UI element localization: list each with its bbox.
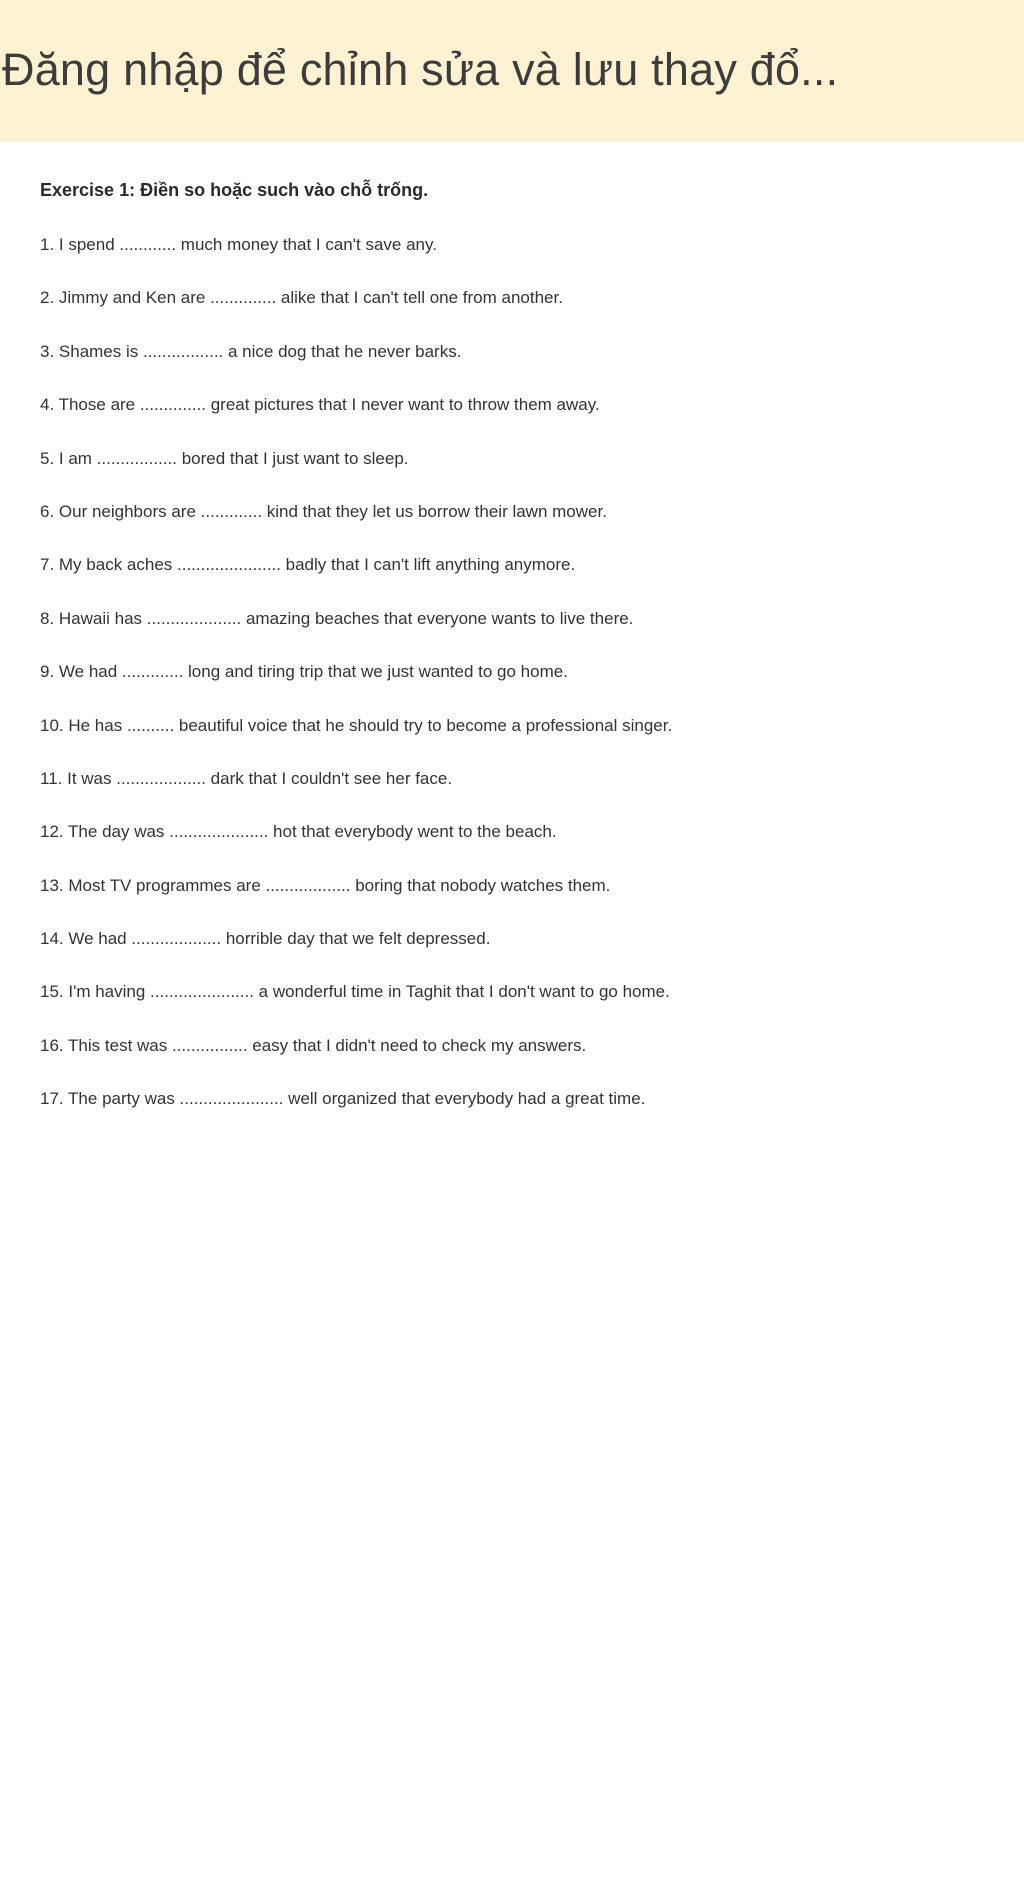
question-item: 6. Our neighbors are ............. kind that they let us borrow their lawn mower.: [40, 501, 607, 521]
question-item: 5. I am ................. bored that I just want to sleep.: [40, 448, 409, 468]
question-item: 16. This test was ................ easy that I didn't need to check my answers.: [40, 1035, 587, 1055]
login-to-edit-text[interactable]: Đăng nhập để chỉnh sửa và lưu thay đổ...: [2, 44, 839, 95]
document-image: [0, 142, 1024, 1888]
question-item: 11. It was ................... dark that I couldn't see her face.: [40, 768, 453, 788]
question-item: 10. He has .......... beautiful voice that he should try to become a professional singer.: [40, 715, 673, 735]
question-item: 3. Shames is ................. a nice dog that he never barks.: [40, 341, 462, 361]
question-item: 12. The day was ..................... hot that everybody went to the beach.: [40, 822, 557, 842]
exercise-title: Exercise 1: Điền so hoặc such vào chỗ trống.: [40, 180, 429, 200]
question-item: 1. I spend ............ much money that I can't save any.: [40, 235, 437, 254]
question-item: 14. We had ................... horrible day that we felt depressed.: [40, 929, 491, 949]
question-item: 4. Those are .............. great pictures that I never want to throw them away.: [40, 395, 600, 415]
question-item: 15. I'm having ...................... a wonderful time in Taghit that I don't want to go home.: [40, 982, 670, 1002]
question-item: 7. My back aches ...................... badly that I can't lift anything anymore.: [40, 555, 576, 575]
question-item: 13. Most TV programmes are .................. boring that nobody watches them.: [40, 875, 611, 895]
question-item: 9. We had ............. long and tiring trip that we just wanted to go home.: [40, 662, 568, 682]
question-item: 17. The party was ...................... well organized that everybody had a great time.: [40, 1089, 646, 1109]
question-item: 2. Jimmy and Ken are .............. alike that I can't tell one from another.: [40, 288, 563, 308]
question-item: 8. Hawaii has .................... amazing beaches that everyone wants to live there.: [40, 608, 634, 628]
login-to-edit-banner[interactable]: [0, 0, 1024, 142]
question-list: [40, 235, 672, 1143]
